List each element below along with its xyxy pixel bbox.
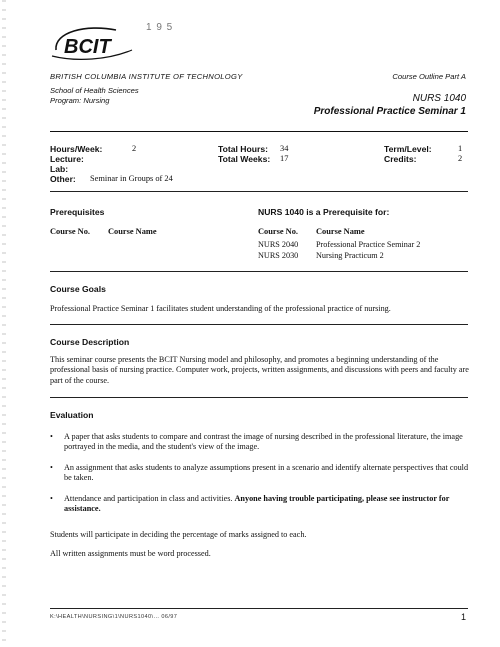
prereq-for-heading: NURS 1040 is a Prerequisite for: <box>258 207 390 217</box>
school-block <box>50 86 139 106</box>
bcit-logo <box>46 20 138 66</box>
credits-value: 2 <box>458 154 463 163</box>
prereq-col-no: Course No. <box>50 227 91 236</box>
total-weeks-label: Total Weeks: <box>218 154 271 164</box>
item-bold-text: Anyone having trouble participating, please see instructor for assistance. <box>64 493 450 514</box>
item-plain-text: Attendance and participation in class and activities. <box>64 493 233 503</box>
school-name: School of Health Sciences <box>50 86 139 95</box>
prereq-for-row-no: NURS 2030 <box>258 251 299 260</box>
list-item: • A paper that asks students to compare and contrast the image of nursing described in the professional literature, the image portrayed in the media, and the student's view of the image. <box>50 432 470 453</box>
list-item <box>50 494 470 515</box>
page-top-marks: 1 9 5 <box>146 22 174 33</box>
description-text: This seminar course presents the BCIT Nursing model and philosophy, and promotes a beginning understanding of the professional basis of nursing practice. Computer work, projects, written assignments, and discussions with peers and faculty are part of the course. <box>50 355 469 385</box>
prereq-col-name: Course Name <box>108 227 157 236</box>
prereq-for-col-name: Course Name <box>316 227 365 236</box>
program-name: Program: Nursing <box>50 96 110 105</box>
other-label: Other: <box>50 174 76 184</box>
footer-divider <box>50 608 468 609</box>
prereq-for-row-name: Professional Practice Seminar 2 <box>316 240 421 249</box>
prereq-divider <box>50 271 468 272</box>
prereq-for-row-no: NURS 2040 <box>258 240 299 249</box>
lab-label: Lab: <box>50 164 69 174</box>
outline-part: Course Outline Part A <box>392 72 466 81</box>
evaluation-heading: Evaluation <box>50 410 94 420</box>
course-title: Professional Practice Seminar 1 <box>313 106 466 117</box>
bcit-logo-text: BCIT <box>64 36 111 58</box>
course-code: NURS 1040 <box>412 93 466 104</box>
goals-divider <box>50 324 468 325</box>
term-level-value: 1 <box>458 144 463 153</box>
lecture-label: Lecture: <box>50 154 84 164</box>
list-item: • An assignment that asks students to analyze assumptions present in a scenario and identify alternate perspectives that could be taken. <box>50 463 470 484</box>
scan-edge <box>2 0 6 647</box>
description-divider <box>50 397 468 398</box>
goals-heading: Course Goals <box>50 284 106 294</box>
term-level-label: Term/Level: <box>384 144 432 154</box>
prereq-for-col-no: Course No. <box>258 227 299 236</box>
institution-name: BRITISH COLUMBIA INSTITUTE OF TECHNOLOGY <box>50 72 243 81</box>
footer-file: K:\HEALTH\NURSING\1\NURS1040\... 06/97 <box>50 614 178 620</box>
prereq-for-row-name: Nursing Practicum 2 <box>316 251 384 260</box>
description-heading: Course Description <box>50 337 130 347</box>
prerequisites-heading: Prerequisites <box>50 207 105 217</box>
total-hours-label: Total Hours: <box>218 144 268 154</box>
header-divider <box>50 131 468 132</box>
hours-week-label: Hours/Week: <box>50 144 103 154</box>
page-number: 1 <box>460 612 466 622</box>
credits-label: Credits: <box>384 154 417 164</box>
evaluation-note-marks: Students will participate in deciding the percentage of marks assigned to each. <box>50 530 307 539</box>
total-weeks-value: 17 <box>280 154 289 163</box>
total-hours-value: 34 <box>280 144 289 153</box>
goals-text: Professional Practice Seminar 1 facilitates student understanding of the professional practice of nursing. <box>50 304 391 313</box>
evaluation-list <box>50 432 470 524</box>
bcit-logo-icon <box>46 20 138 66</box>
hours-week-value: 2 <box>132 144 137 153</box>
evaluation-note-word: All written assignments must be word processed. <box>50 549 211 558</box>
other-value: Seminar in Groups of 24 <box>90 174 173 183</box>
hours-divider <box>50 191 468 192</box>
